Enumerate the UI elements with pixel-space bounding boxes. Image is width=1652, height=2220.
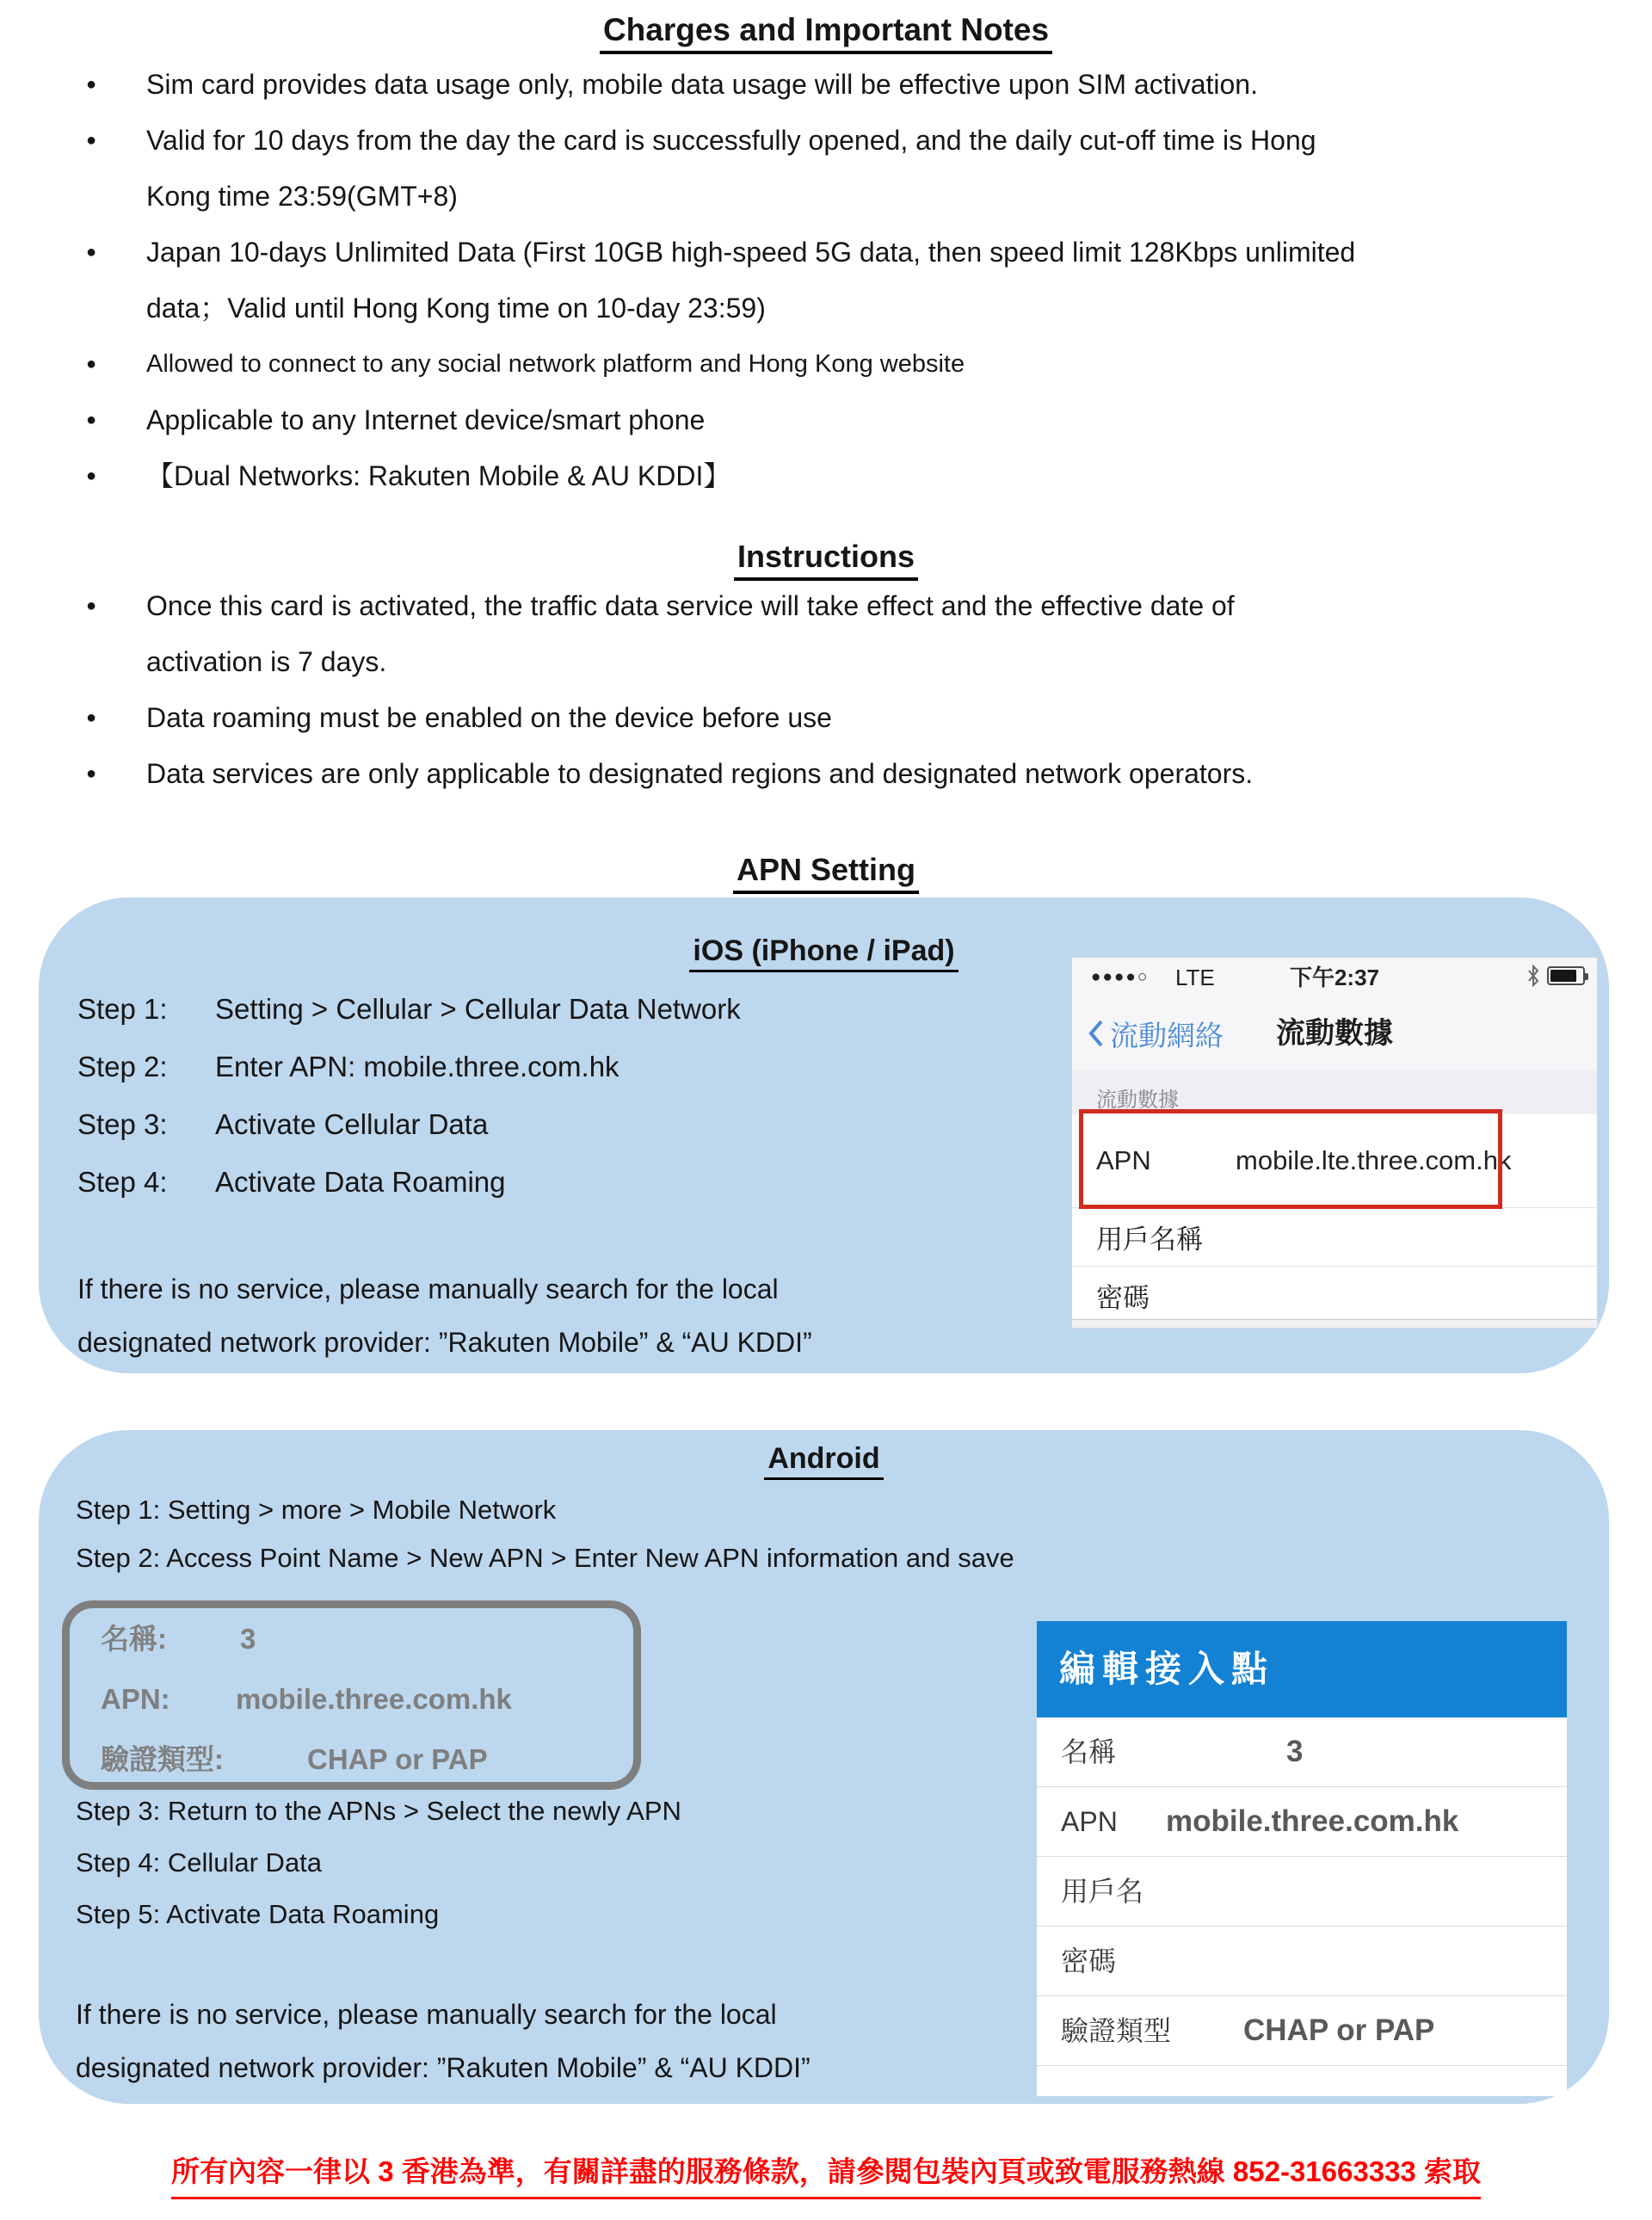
carrier-network-label: LTE	[1175, 965, 1215, 990]
apn-summary-value: mobile.three.com.hk	[236, 1683, 512, 1715]
ios-note	[77, 1262, 812, 1369]
bullet-text: 【Dual Networks: Rakuten Mobile & AU KDDI】	[146, 460, 731, 491]
ios-screenshot	[1071, 957, 1598, 1329]
apn-highlight-box	[1079, 1109, 1502, 1209]
android-note-line: designated network provider: ”Rakuten Mobile” & “AU KDDI”	[76, 2052, 811, 2083]
android-setting-row	[1037, 1857, 1567, 1927]
setting-value: CHAP or PAP	[1243, 2013, 1435, 2047]
setting-label: 用戶名稱	[1096, 1224, 1203, 1255]
bullet-text: Data roaming must be enabled on the device before use	[146, 702, 832, 733]
instructions-list	[0, 578, 1635, 802]
step-label: Step 2:	[77, 1051, 168, 1082]
android-steps-bottom	[76, 1785, 681, 1940]
step-text: Activate Data Roaming	[215, 1166, 506, 1198]
bullet-line	[0, 225, 1635, 281]
bullet-line	[0, 169, 1635, 225]
status-icons	[1526, 965, 1585, 987]
bullet-text: Sim card provides data usage only, mobile data usage will be effective upon SIM activation.	[146, 69, 1258, 100]
setting-label: 用戶名	[1061, 1876, 1144, 1907]
ios-status-bar	[1072, 958, 1597, 997]
battery-icon	[1547, 966, 1585, 985]
ios-note-line: If there is no service, please manually search for the local	[77, 1273, 779, 1304]
setting-label: 名稱	[1061, 1736, 1117, 1767]
ios-steps	[77, 980, 741, 1211]
android-note-line: If there is no service, please manually search for the local	[76, 1999, 777, 2030]
bullet-text: Allowed to connect to any social network platform and Hong Kong website	[146, 350, 965, 378]
apn-setting-title: APN Setting	[0, 852, 1652, 894]
apn-summary-row	[70, 1669, 633, 1730]
android-step: Step 4: Cellular Data	[76, 1847, 323, 1878]
android-step: Step 3: Return to the APNs > Select the newly APN	[76, 1796, 681, 1826]
android-step: Step 1: Setting > more > Mobile Network	[76, 1495, 557, 1525]
step-text: Activate Cellular Data	[215, 1108, 489, 1140]
android-setting-row	[1037, 1927, 1567, 1996]
apn-summary-label: APN:	[101, 1683, 170, 1715]
bullet-line	[0, 578, 1635, 634]
setting-value: mobile.lte.three.com.hk	[1236, 1145, 1512, 1175]
bullet-line	[0, 57, 1635, 113]
apn-summary-value: 3	[240, 1623, 256, 1655]
setting-value: 3	[1286, 1735, 1304, 1768]
android-step: Step 5: Activate Data Roaming	[76, 1899, 440, 1929]
ios-step	[77, 1095, 741, 1153]
bullet-icon: ●	[86, 466, 97, 485]
step-text: Setting > Cellular > Cellular Data Network	[215, 993, 741, 1025]
step-label: Step 1:	[77, 993, 168, 1025]
bullet-icon: ●	[86, 410, 97, 429]
bullet-icon: ●	[86, 764, 97, 783]
bullet-line	[0, 392, 1635, 448]
android-screenshot	[1037, 1621, 1567, 2096]
charges-list	[0, 57, 1635, 504]
bullet-text: Once this card is activated, the traffic data service will take effect and the effective date of	[146, 590, 1235, 621]
android-setting-row	[1037, 1717, 1567, 1787]
android-section-title: Android	[39, 1442, 1609, 1480]
status-time: 下午2:37	[1289, 965, 1380, 990]
apn-summary-row	[70, 1730, 633, 1790]
footer-note: 所有內容一律以 3 香港為準，有關詳盡的服務條款，請參閱包裝內頁或致電服務熱線 852-31663333 索取	[0, 2149, 1652, 2199]
bullet-line	[0, 281, 1635, 336]
apn-summary-value: CHAP or PAP	[307, 1743, 488, 1775]
ios-setting-row	[1072, 1267, 1597, 1323]
android-screen-title: 編輯接入點	[1037, 1621, 1567, 1717]
bullet-text: activation is 7 days.	[146, 646, 387, 677]
setting-label: APN	[1096, 1145, 1151, 1175]
bullet-text: Valid for 10 days from the day the card is successfully opened, and the daily cut-off time is Hong	[146, 125, 1316, 156]
ios-step	[77, 980, 741, 1038]
android-setting-row	[1037, 1996, 1567, 2066]
setting-value: mobile.three.com.hk	[1166, 1804, 1459, 1838]
bullet-text: Japan 10-days Unlimited Data (First 10GB high-speed 5G data, then speed limit 128Kbps unlimited	[146, 237, 1356, 268]
bottom-strip	[1072, 1319, 1597, 1328]
bullet-icon: ●	[86, 131, 97, 150]
apn-summary-label: 驗證類型:	[101, 1743, 224, 1775]
android-setting-row	[1037, 1787, 1567, 1857]
ios-nav-bar	[1072, 997, 1597, 1070]
bullet-text: Data services are only applicable to designated regions and designated network operators.	[146, 758, 1254, 789]
ios-note-line: designated network provider: ”Rakuten Mobile” & “AU KDDI”	[77, 1327, 812, 1358]
bullet-line	[0, 634, 1635, 690]
back-link-label: 流動網絡	[1110, 1019, 1224, 1051]
screen-title: 流動數據	[1276, 1017, 1393, 1050]
ios-section-title: iOS (iPhone / iPad)	[39, 934, 1609, 972]
apn-summary-row	[70, 1609, 633, 1669]
step-label: Step 4:	[77, 1166, 168, 1198]
android-section	[39, 1430, 1609, 2104]
bluetooth-icon	[1526, 965, 1540, 987]
bullet-text: data；Valid until Hong Kong time on 10-day 23:59)	[146, 293, 766, 324]
ios-section	[39, 897, 1609, 1373]
ios-step	[77, 1153, 741, 1211]
setting-label: 驗證類型	[1061, 2015, 1172, 2046]
bullet-icon: ●	[86, 75, 97, 94]
apn-summary-label: 名稱:	[101, 1623, 167, 1655]
ios-step	[77, 1038, 741, 1095]
ios-setting-row	[1072, 1208, 1597, 1267]
android-step: Step 2: Access Point Name > New APN > Enter New APN information and save	[76, 1543, 1014, 1573]
bullet-line	[0, 113, 1635, 169]
bullet-text: Kong time 23:59(GMT+8)	[146, 181, 458, 212]
section-band	[1072, 1070, 1597, 1114]
empty-strip	[1037, 2066, 1567, 2100]
apn-summary-box	[62, 1600, 641, 1790]
bullet-line	[0, 448, 1635, 504]
bullet-icon: ●	[86, 708, 97, 727]
step-text: Enter APN: mobile.three.com.hk	[215, 1051, 620, 1082]
instructions-title: Instructions	[0, 539, 1652, 581]
step-label: Step 3:	[77, 1108, 168, 1140]
android-steps-top	[76, 1486, 1014, 1582]
page-title: Charges and Important Notes	[0, 12, 1652, 54]
android-setting-rows	[1037, 1717, 1567, 2066]
section-label: 流動數據	[1096, 1088, 1179, 1112]
bullet-icon: ●	[86, 355, 97, 373]
bullet-line	[0, 690, 1635, 746]
bullet-line	[0, 746, 1635, 802]
setting-label: 密碼	[1096, 1282, 1150, 1313]
setting-label: 密碼	[1061, 1946, 1117, 1976]
bullet-text: Applicable to any Internet device/smart phone	[146, 404, 706, 435]
signal-dots-icon: ●●●●○	[1091, 968, 1150, 986]
bullet-line	[0, 336, 1635, 392]
bullet-icon: ●	[86, 596, 97, 615]
android-note	[76, 1988, 811, 2094]
setting-label: APN	[1061, 1806, 1118, 1837]
bullet-icon: ●	[86, 243, 97, 262]
